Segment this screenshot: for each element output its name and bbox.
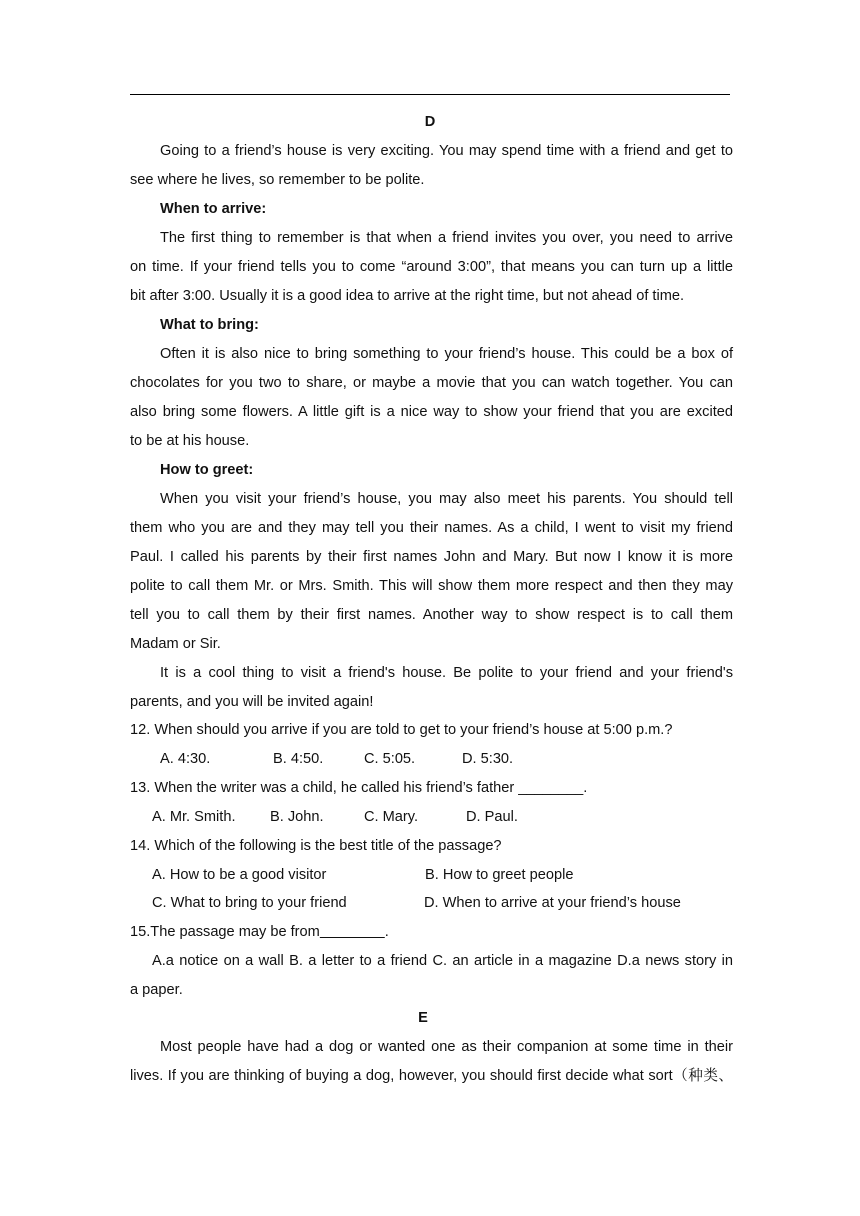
paragraph-line: on time. If your friend tells you to come “around 3:00”, that means you can turn up a little bbox=[130, 259, 733, 275]
question-15-blank bbox=[320, 924, 385, 940]
question-14-stem: 14. Which of the following is the best title of the passage? bbox=[130, 838, 502, 854]
question-14-option-c[interactable]: C. What to bring to your friend bbox=[152, 895, 347, 911]
question-12-stem: 12. When should you arrive if you are told to get to your friend’s house at 5:00 p.m.? bbox=[130, 722, 673, 738]
paragraph-line: them who you are and they may tell you their names. As a child, I went to visit my friend bbox=[130, 520, 733, 536]
subheading-how-to-greet: How to greet: bbox=[160, 462, 254, 478]
question-15-stem bbox=[130, 923, 389, 941]
paragraph-line: to be at his house. bbox=[130, 433, 250, 449]
question-14-option-a[interactable]: A. How to be a good visitor bbox=[152, 867, 327, 883]
paragraph-line: Most people have had a dog or wanted one as their companion at some time in their bbox=[160, 1039, 733, 1055]
header-rule bbox=[130, 94, 730, 95]
question-12-option-d[interactable]: D. 5:30. bbox=[462, 751, 514, 767]
subheading-what-to-bring: What to bring: bbox=[160, 317, 259, 333]
paragraph-line: chocolates for you two to share, or maybe a movie that you can watch together. You can bbox=[130, 375, 733, 391]
question-14-option-b[interactable]: B. How to greet people bbox=[425, 867, 574, 883]
paragraph-line: Often it is also nice to bring something to your friend’s house. This could be a box of bbox=[160, 346, 733, 362]
paragraph-line: Going to a friend’s house is very exciting. You may spend time with a friend and get to bbox=[160, 143, 733, 159]
section-heading-e: E bbox=[418, 1010, 428, 1026]
paragraph-line: When you visit your friend’s house, you may also meet his parents. You should tell bbox=[160, 491, 733, 507]
question-13-option-a[interactable]: A. Mr. Smith. bbox=[152, 809, 236, 825]
question-15-stem-text: 15.The passage may be from bbox=[130, 924, 320, 940]
paragraph-line: polite to call them Mr. or Mrs. Smith. This will show them more respect and then they may bbox=[130, 578, 733, 594]
question-15-options: A.a notice on a wall B. a letter to a friend C. an article in a magazine D.a news story in bbox=[152, 953, 733, 969]
section-heading-d: D bbox=[424, 114, 436, 130]
paragraph-line: Madam or Sir. bbox=[130, 636, 221, 652]
question-12-option-a[interactable]: A. 4:30. bbox=[160, 751, 211, 767]
question-13-option-c[interactable]: C. Mary. bbox=[364, 809, 419, 825]
paragraph-line: see where he lives, so remember to be polite. bbox=[130, 172, 425, 188]
paragraph-line: bit after 3:00. Usually it is a good idea to arrive at the right time, but not ahead of time. bbox=[130, 288, 685, 304]
paragraph-line: parents, and you will be invited again! bbox=[130, 694, 374, 710]
subheading-when-to-arrive: When to arrive: bbox=[160, 201, 267, 217]
paragraph-line: tell you to call them by their first names. Another way to show respect is to call them bbox=[130, 607, 733, 623]
question-12-option-c[interactable]: C. 5:05. bbox=[364, 751, 416, 767]
paragraph-line: The first thing to remember is that when a friend invites you over, you need to arrive bbox=[160, 230, 733, 246]
question-12-option-b[interactable]: B. 4:50. bbox=[273, 751, 324, 767]
question-14-option-d[interactable]: D. When to arrive at your friend’s house bbox=[424, 895, 681, 911]
question-13-stem: 13. When the writer was a child, he called his friend’s father ________. bbox=[130, 780, 588, 796]
question-15-stem-end: . bbox=[384, 924, 389, 940]
question-15-options-continued: a paper. bbox=[130, 982, 183, 998]
paragraph-line: Paul. I called his parents by their first names John and Mary. But now I know it is more bbox=[130, 549, 733, 565]
paragraph-line: It is a cool thing to visit a friend's house. Be polite to your friend and your friend's bbox=[160, 665, 733, 681]
question-13-option-b[interactable]: B. John. bbox=[270, 809, 324, 825]
question-13-option-d[interactable]: D. Paul. bbox=[466, 809, 518, 825]
paragraph-line: lives. If you are thinking of buying a dog, however, you should first decide what sort（种类、 bbox=[130, 1068, 733, 1084]
paragraph-line: also bring some flowers. A little gift is a nice way to show your friend that you are excited bbox=[130, 404, 733, 420]
